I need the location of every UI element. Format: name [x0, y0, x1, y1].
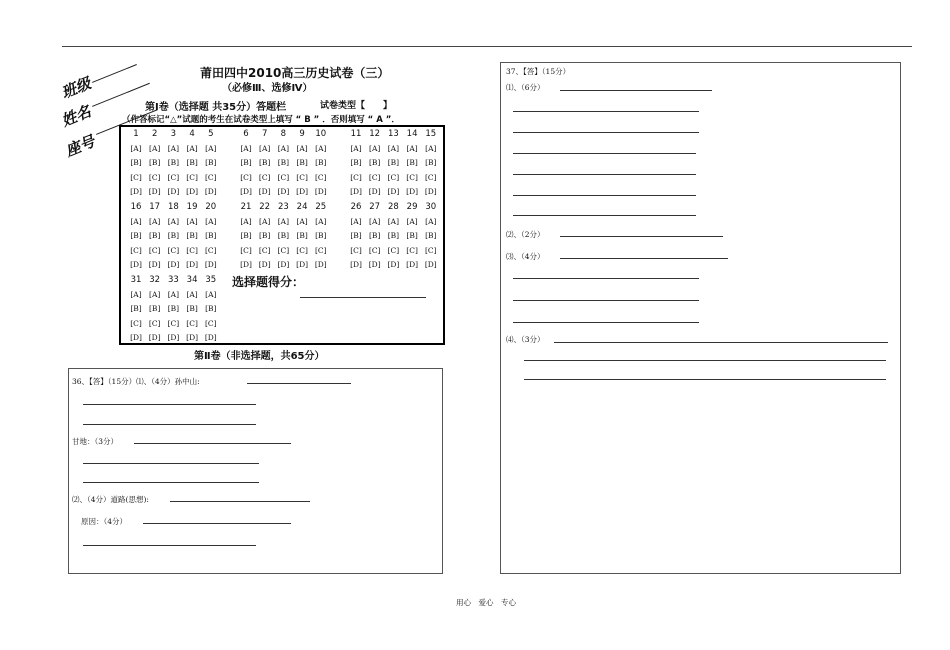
answer-bubble[interactable]: [B] [205, 231, 217, 240]
answer-bubble[interactable]: [A] [240, 216, 252, 226]
question-number: 9 [299, 129, 305, 139]
answer-bubble[interactable]: [D] [258, 187, 271, 196]
answer-bubble[interactable]: [D] [277, 260, 290, 269]
answer-bubble[interactable]: [C] [387, 172, 400, 182]
answer-bubble[interactable]: [D] [148, 333, 161, 342]
answer-bubble[interactable]: [B] [130, 231, 142, 240]
q37-answer-line[interactable] [513, 111, 699, 112]
question-number: 31 [130, 275, 142, 285]
paper-type-note: （作答标记“△”试题的考生在试卷类型上填写 “ B ” ．否则填写 “ A ”． [122, 115, 400, 125]
question-number: 34 [186, 275, 198, 285]
answer-bubble[interactable]: [B] [149, 304, 161, 313]
answer-bubble[interactable]: [D] [186, 260, 199, 269]
question-number: 27 [369, 202, 381, 212]
answer-bubble[interactable]: [D] [314, 187, 327, 196]
question-number: 30 [425, 202, 437, 212]
answer-bubble[interactable]: [D] [296, 260, 309, 269]
answer-bubble[interactable]: [C] [205, 245, 217, 255]
q37-answer-line[interactable] [524, 379, 886, 380]
answer-bubble[interactable]: [D] [314, 260, 327, 269]
q37-answer-line[interactable] [513, 278, 699, 279]
q37-answer-line[interactable] [513, 300, 699, 301]
question-number: 4 [189, 129, 195, 139]
answer-bubble[interactable]: [A] [186, 143, 198, 153]
answer-bubble[interactable]: [B] [240, 231, 252, 240]
answer-bubble[interactable]: [C] [296, 172, 308, 182]
answer-bubble[interactable]: [A] [205, 143, 217, 153]
answer-bubble[interactable]: [D] [406, 260, 419, 269]
answer-bubble[interactable]: [C] [130, 318, 142, 328]
answer-bubble[interactable]: [D] [424, 187, 437, 196]
q36-gandi-line[interactable] [134, 443, 291, 444]
q36-path-line[interactable] [170, 501, 310, 502]
question-number: 24 [296, 202, 308, 212]
answer-bubble[interactable]: [A] [130, 216, 142, 226]
question-number: 17 [149, 202, 161, 212]
question-number: 25 [315, 202, 327, 212]
q36-reason: 原因：（4分） [81, 517, 128, 526]
answer-bubble[interactable]: [D] [296, 187, 309, 196]
answer-bubble[interactable]: [D] [406, 187, 419, 196]
answer-bubble[interactable]: [D] [204, 333, 217, 342]
answer-bubble[interactable]: [C] [425, 172, 437, 182]
answer-bubble[interactable]: [D] [240, 260, 252, 269]
question-number: 28 [387, 202, 399, 212]
class-label: 班级 [58, 74, 94, 103]
answer-bubble[interactable]: [A] [369, 143, 381, 153]
answer-bubble[interactable]: [D] [204, 260, 217, 269]
q37-answer-line[interactable] [513, 153, 696, 154]
answer-bubble[interactable]: [A] [167, 216, 180, 226]
answer-bubble[interactable]: [C] [296, 245, 308, 255]
answer-bubble[interactable]: [C] [368, 245, 381, 255]
answer-bubble[interactable]: [D] [186, 333, 199, 342]
answer-bubble[interactable]: [B] [130, 304, 142, 313]
q37-p4-line[interactable] [554, 342, 888, 343]
q36-p2: ⑵、（4分）道路(思想): [72, 495, 149, 504]
question-number: 8 [280, 129, 287, 139]
answer-bubble[interactable]: [A] [240, 143, 252, 153]
seat-label: 座号 [62, 132, 98, 161]
answer-bubble[interactable]: [B] [369, 158, 381, 167]
answer-bubble[interactable]: [C] [258, 172, 271, 182]
q37-answer-line[interactable] [513, 195, 696, 196]
answer-bubble[interactable]: [A] [149, 289, 161, 299]
answer-bubble[interactable]: [B] [350, 158, 362, 167]
answer-bubble[interactable]: [C] [277, 245, 290, 255]
answer-bubble[interactable]: [B] [130, 158, 142, 167]
answer-bubble[interactable]: [A] [186, 216, 198, 226]
answer-bubble[interactable]: [C] [167, 245, 180, 255]
q37-p1-line[interactable] [560, 90, 712, 91]
question-number: 3 [170, 129, 177, 139]
answer-bubble[interactable]: [B] [167, 158, 180, 167]
answer-bubble[interactable]: [C] [315, 245, 327, 255]
answer-bubble[interactable]: [B] [277, 158, 290, 167]
part1-heading: 第Ⅰ卷（选择题 共35分）答题栏 [145, 102, 287, 113]
answer-bubble[interactable]: [D] [167, 260, 180, 269]
answer-bubble[interactable]: [B] [205, 158, 217, 167]
answer-bubble[interactable]: [A] [130, 143, 142, 153]
answer-bubble[interactable]: [B] [315, 158, 327, 167]
answer-bubble[interactable]: [B] [186, 231, 198, 240]
q36-answer-line[interactable] [83, 463, 259, 464]
answer-bubble[interactable]: [A] [205, 216, 217, 226]
answer-bubble[interactable]: [B] [259, 158, 271, 167]
q36-head: 36、【答】（15分）⑴、（4分）孙中山: [72, 377, 200, 386]
answer-bubble[interactable]: [C] [167, 318, 180, 328]
answer-bubble[interactable]: [C] [186, 318, 198, 328]
question-number: 18 [167, 202, 179, 212]
answer-bubble[interactable]: [B] [387, 231, 400, 240]
page-subtitle: （必修Ⅲ、选修Ⅳ） [222, 83, 313, 94]
top-rule [62, 46, 912, 47]
answer-bubble[interactable]: [A] [277, 216, 290, 226]
question-number: 23 [277, 202, 289, 212]
answer-bubble[interactable]: [B] [425, 158, 437, 167]
answer-bubble[interactable]: [B] [406, 231, 418, 240]
q37-p2-line[interactable] [560, 236, 723, 237]
answer-bubble[interactable]: [D] [350, 260, 362, 269]
question-number: 32 [149, 275, 161, 285]
answer-bubble[interactable]: [A] [167, 143, 180, 153]
answer-bubble[interactable]: [C] [406, 172, 418, 182]
answer-bubble[interactable]: [D] [424, 260, 437, 269]
answer-bubble[interactable]: [A] [406, 216, 418, 226]
question-number: 22 [259, 202, 271, 212]
question-number: 12 [369, 129, 381, 139]
answer-bubble[interactable]: [D] [258, 260, 271, 269]
answer-bubble[interactable]: [C] [205, 172, 217, 182]
answer-bubble[interactable]: [C] [148, 245, 161, 255]
question-number: 33 [167, 275, 179, 285]
answer-bubble[interactable]: [C] [167, 172, 180, 182]
q36-answer-line[interactable] [83, 482, 259, 483]
answer-bubble[interactable]: [A] [425, 143, 437, 153]
answer-bubble[interactable]: [C] [130, 172, 142, 182]
choice-score-line [300, 297, 426, 298]
q37-box [500, 62, 901, 574]
q36-box [68, 368, 443, 574]
answer-bubble[interactable]: [D] [130, 187, 142, 196]
answer-bubble[interactable]: [C] [368, 172, 381, 182]
answer-bubble[interactable]: [D] [148, 187, 161, 196]
answer-bubble[interactable]: [A] [369, 216, 381, 226]
q37-answer-line[interactable] [524, 360, 886, 361]
name-label: 姓名 [58, 102, 94, 131]
answer-bubble[interactable]: [A] [387, 216, 400, 226]
class-line [92, 64, 137, 83]
q37-p4: ⑷、（3分） [506, 335, 545, 344]
question-number: 20 [205, 202, 217, 212]
answer-bubble[interactable]: [B] [350, 231, 362, 240]
answer-bubble[interactable]: [B] [296, 231, 308, 240]
answer-bubble[interactable]: [B] [186, 158, 198, 167]
question-number: 1 [133, 129, 139, 139]
answer-bubble[interactable]: [A] [149, 143, 161, 153]
answer-bubble[interactable]: [C] [315, 172, 327, 182]
answer-bubble[interactable]: [C] [205, 318, 217, 328]
answer-bubble[interactable]: [C] [350, 172, 362, 182]
question-number: 35 [205, 275, 217, 285]
q37-answer-line[interactable] [513, 322, 699, 323]
answer-bubble[interactable]: [D] [148, 260, 161, 269]
question-number: 26 [350, 202, 362, 212]
answer-bubble[interactable]: [C] [350, 245, 362, 255]
question-number: 29 [406, 202, 418, 212]
answer-bubble[interactable]: [A] [296, 216, 308, 226]
answer-bubble[interactable]: [A] [149, 216, 161, 226]
page-title: 莆田四中2010高三历史试卷（三） [200, 66, 390, 80]
q36-answer-line[interactable] [83, 424, 256, 425]
answer-bubble[interactable]: [A] [425, 216, 437, 226]
q36-answer-line[interactable] [83, 404, 256, 405]
answer-bubble[interactable]: [B] [167, 231, 180, 240]
question-number: 2 [151, 129, 158, 139]
answer-bubble[interactable]: [B] [149, 231, 161, 240]
answer-bubble[interactable]: [B] [315, 231, 327, 240]
question-number: 11 [350, 129, 362, 139]
answer-bubble[interactable]: [D] [387, 260, 400, 269]
answer-bubble[interactable]: [B] [425, 231, 437, 240]
answer-bubble[interactable]: [D] [368, 260, 381, 269]
answer-bubble[interactable]: [C] [186, 245, 198, 255]
answer-bubble[interactable]: [B] [240, 158, 252, 167]
answer-bubble[interactable]: [C] [406, 245, 418, 255]
answer-bubble[interactable]: [C] [240, 245, 252, 255]
answer-bubble[interactable]: [A] [387, 143, 400, 153]
q37-answer-line[interactable] [513, 215, 696, 216]
answer-bubble[interactable]: [A] [315, 216, 327, 226]
answer-bubble[interactable]: [C] [258, 245, 271, 255]
answer-bubble[interactable]: [D] [277, 187, 290, 196]
question-number: 16 [130, 202, 142, 212]
answer-bubble[interactable]: [A] [130, 289, 142, 299]
answer-bubble[interactable]: [B] [149, 158, 161, 167]
q36-reason-line[interactable] [143, 523, 291, 524]
q37-head: 37、【答】（15分） [506, 67, 571, 76]
answer-bubble[interactable]: [B] [277, 231, 290, 240]
question-number: 5 [208, 129, 214, 139]
answer-bubble[interactable]: [A] [277, 143, 290, 153]
answer-bubble[interactable]: [D] [240, 187, 252, 196]
answer-bubble[interactable]: [C] [387, 245, 400, 255]
answer-bubble[interactable]: [A] [315, 143, 327, 153]
answer-bubble[interactable]: [D] [167, 187, 180, 196]
answer-bubble[interactable]: [C] [186, 172, 198, 182]
answer-bubble[interactable]: [D] [186, 187, 199, 196]
answer-bubble[interactable]: [B] [205, 304, 217, 313]
answer-bubble[interactable]: [A] [259, 143, 271, 153]
answer-bubble[interactable]: [B] [296, 158, 308, 167]
answer-bubble[interactable]: [A] [406, 143, 418, 153]
answer-bubble[interactable]: [D] [368, 187, 381, 196]
answer-bubble[interactable]: [C] [148, 172, 161, 182]
paper-type-label: 试卷类型【 】 [320, 101, 393, 111]
question-number: 13 [387, 129, 399, 139]
answer-bubble[interactable]: [A] [350, 216, 362, 226]
answer-bubble[interactable]: [D] [387, 187, 400, 196]
answer-bubble[interactable]: [C] [240, 172, 252, 182]
q36-gandi: 甘地：（3分） [72, 437, 119, 446]
name-line [92, 83, 150, 107]
footer: 用心 爱心 专心 [456, 598, 516, 607]
answer-bubble[interactable]: [B] [167, 304, 180, 313]
answer-bubble[interactable]: [D] [350, 187, 362, 196]
answer-bubble[interactable]: [A] [259, 216, 271, 226]
question-number: 15 [425, 129, 437, 139]
q37-p3: ⑶、（4分） [506, 252, 545, 261]
question-number: 6 [243, 129, 249, 139]
answer-bubble[interactable]: [D] [130, 260, 142, 269]
q36-answer-line[interactable] [83, 545, 256, 546]
question-number: 19 [186, 202, 198, 212]
answer-bubble[interactable]: [C] [130, 245, 142, 255]
q37-answer-line[interactable] [513, 174, 696, 175]
answer-bubble[interactable]: [B] [387, 158, 400, 167]
question-number: 21 [240, 202, 252, 212]
answer-bubble[interactable]: [A] [296, 143, 308, 153]
answer-bubble[interactable]: [C] [277, 172, 290, 182]
answer-bubble[interactable]: [A] [186, 289, 198, 299]
q37-answer-line[interactable] [513, 132, 699, 133]
answer-bubble[interactable]: [D] [204, 187, 217, 196]
part2-heading: 第Ⅱ卷（非选择题，共65分） [194, 351, 325, 362]
answer-bubble[interactable]: [B] [186, 304, 198, 313]
answer-bubble[interactable]: [B] [406, 158, 418, 167]
answer-bubble[interactable]: [B] [369, 231, 381, 240]
question-number: 7 [261, 129, 268, 139]
answer-bubble[interactable]: [D] [167, 333, 180, 342]
answer-bubble[interactable]: [A] [350, 143, 362, 153]
choice-score-label: 选择题得分： [232, 275, 305, 289]
q37-p3-line[interactable] [560, 258, 728, 259]
answer-bubble[interactable]: [D] [130, 333, 142, 342]
answer-bubble[interactable]: [B] [259, 231, 271, 240]
answer-bubble[interactable]: [C] [425, 245, 437, 255]
q37-p1: ⑴、（6分） [506, 83, 545, 92]
answer-bubble[interactable]: [A] [167, 289, 180, 299]
question-number: 10 [315, 129, 327, 139]
q37-p2: ⑵、（2分） [506, 230, 545, 239]
answer-bubble[interactable]: [C] [148, 318, 161, 328]
answer-bubble[interactable]: [A] [205, 289, 217, 299]
q36-sun-line[interactable] [247, 383, 351, 384]
question-number: 14 [406, 129, 418, 139]
